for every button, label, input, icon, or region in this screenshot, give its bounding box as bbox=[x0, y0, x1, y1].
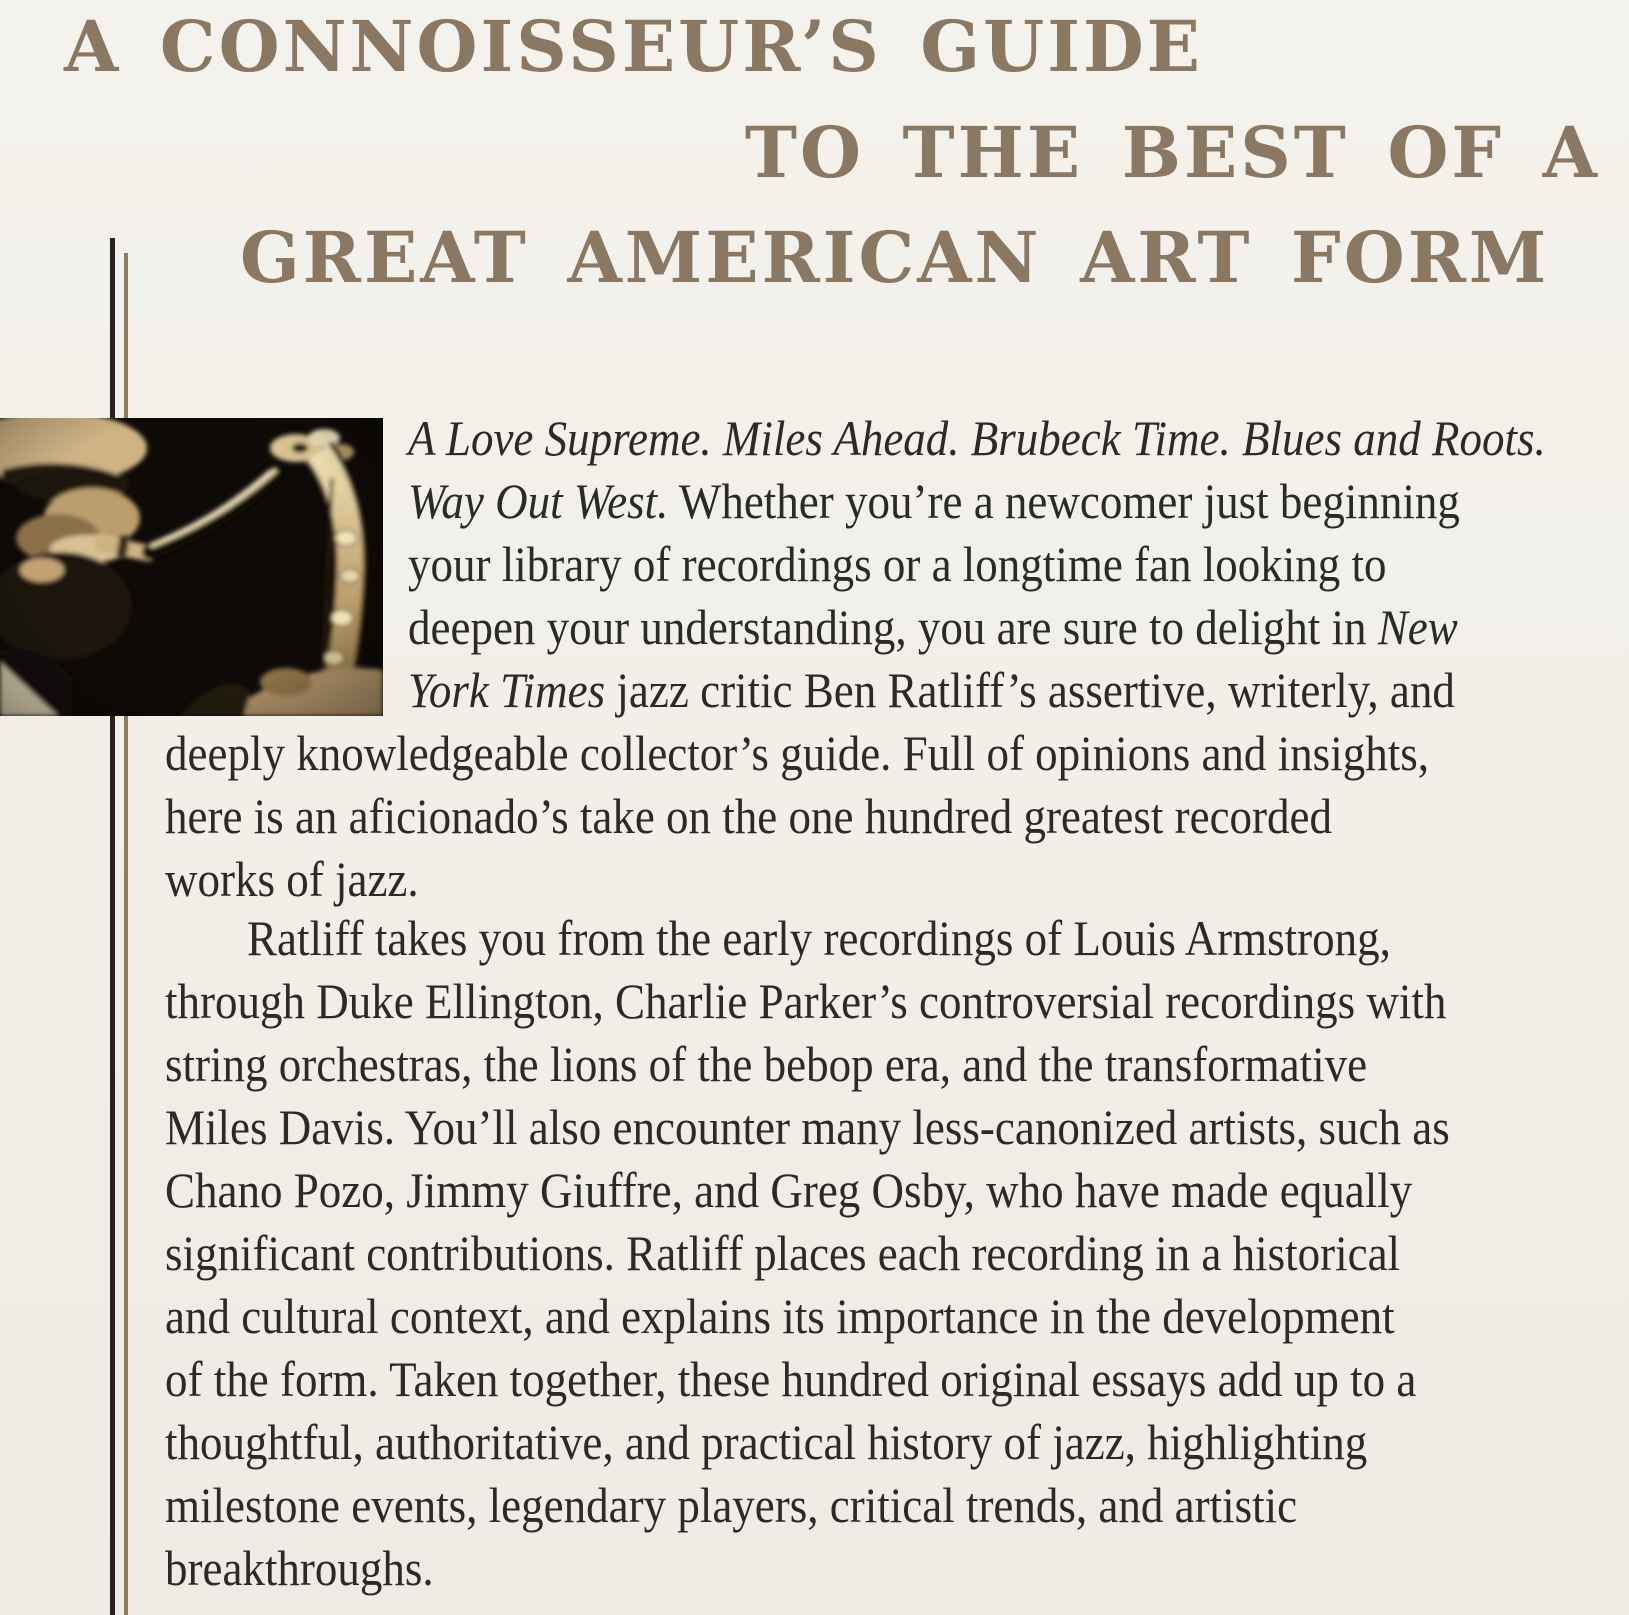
body-line: Ratliff takes you from the early recordings of Louis Armstrong, bbox=[247, 910, 1391, 966]
body-line bbox=[408, 410, 1546, 466]
headline-line-3: GREAT AMERICAN ART FORM bbox=[240, 216, 1550, 299]
body-line: string orchestras, the lions of the bebop era, and the transformative bbox=[165, 1036, 1368, 1092]
body-line: here is an aficionado’s take on the one hundred greatest recorded bbox=[165, 788, 1333, 844]
body-line bbox=[408, 473, 1460, 529]
body-line: significant contributions. Ratliff places each recording in a historical bbox=[165, 1225, 1401, 1281]
headline-line-2: TO THE BEST OF A bbox=[744, 111, 1600, 194]
body-line: deeply knowledgeable collector’s guide. Full of opinions and insights, bbox=[165, 725, 1429, 781]
body-text-segment: Whether you’re a newcomer just beginning bbox=[668, 473, 1460, 529]
body-line: and cultural context, and explains its importance in the development bbox=[165, 1288, 1395, 1344]
italic-publication-name: York Times bbox=[408, 662, 606, 718]
body-line: milestone events, legendary players, critical trends, and artistic bbox=[165, 1477, 1298, 1533]
body-line: through Duke Ellington, Charlie Parker’s controversial recordings with bbox=[165, 973, 1447, 1029]
body-line: Miles Davis. You’ll also encounter many less-canonized artists, such as bbox=[165, 1099, 1450, 1155]
body-line bbox=[408, 662, 1455, 718]
body-line: thoughtful, authoritative, and practical history of jazz, highlighting bbox=[165, 1414, 1368, 1470]
body-text-segment: deepen your understanding, you are sure to delight in bbox=[408, 599, 1378, 655]
body-line bbox=[408, 599, 1458, 655]
body-line: your library of recordings or a longtime fan looking to bbox=[408, 536, 1387, 592]
headline-line-1: A CONNOISSEUR’S GUIDE bbox=[64, 5, 1204, 88]
body-line: of the form. Taken together, these hundred original essays add up to a bbox=[165, 1351, 1417, 1407]
body-line: Chano Pozo, Jimmy Giuffre, and Greg Osby, who have made equally bbox=[165, 1162, 1413, 1218]
body-line: works of jazz. bbox=[165, 851, 419, 907]
body-text-segment: jazz critic Ben Ratliff’s assertive, writerly, and bbox=[605, 662, 1455, 718]
italic-publication-name: New bbox=[1377, 599, 1458, 655]
italic-album-titles: A Love Supreme. Miles Ahead. Brubeck Time. Blues and Roots. bbox=[408, 410, 1546, 466]
body-line: breakthroughs. bbox=[165, 1540, 434, 1596]
italic-album-title: Way Out West. bbox=[408, 473, 669, 529]
